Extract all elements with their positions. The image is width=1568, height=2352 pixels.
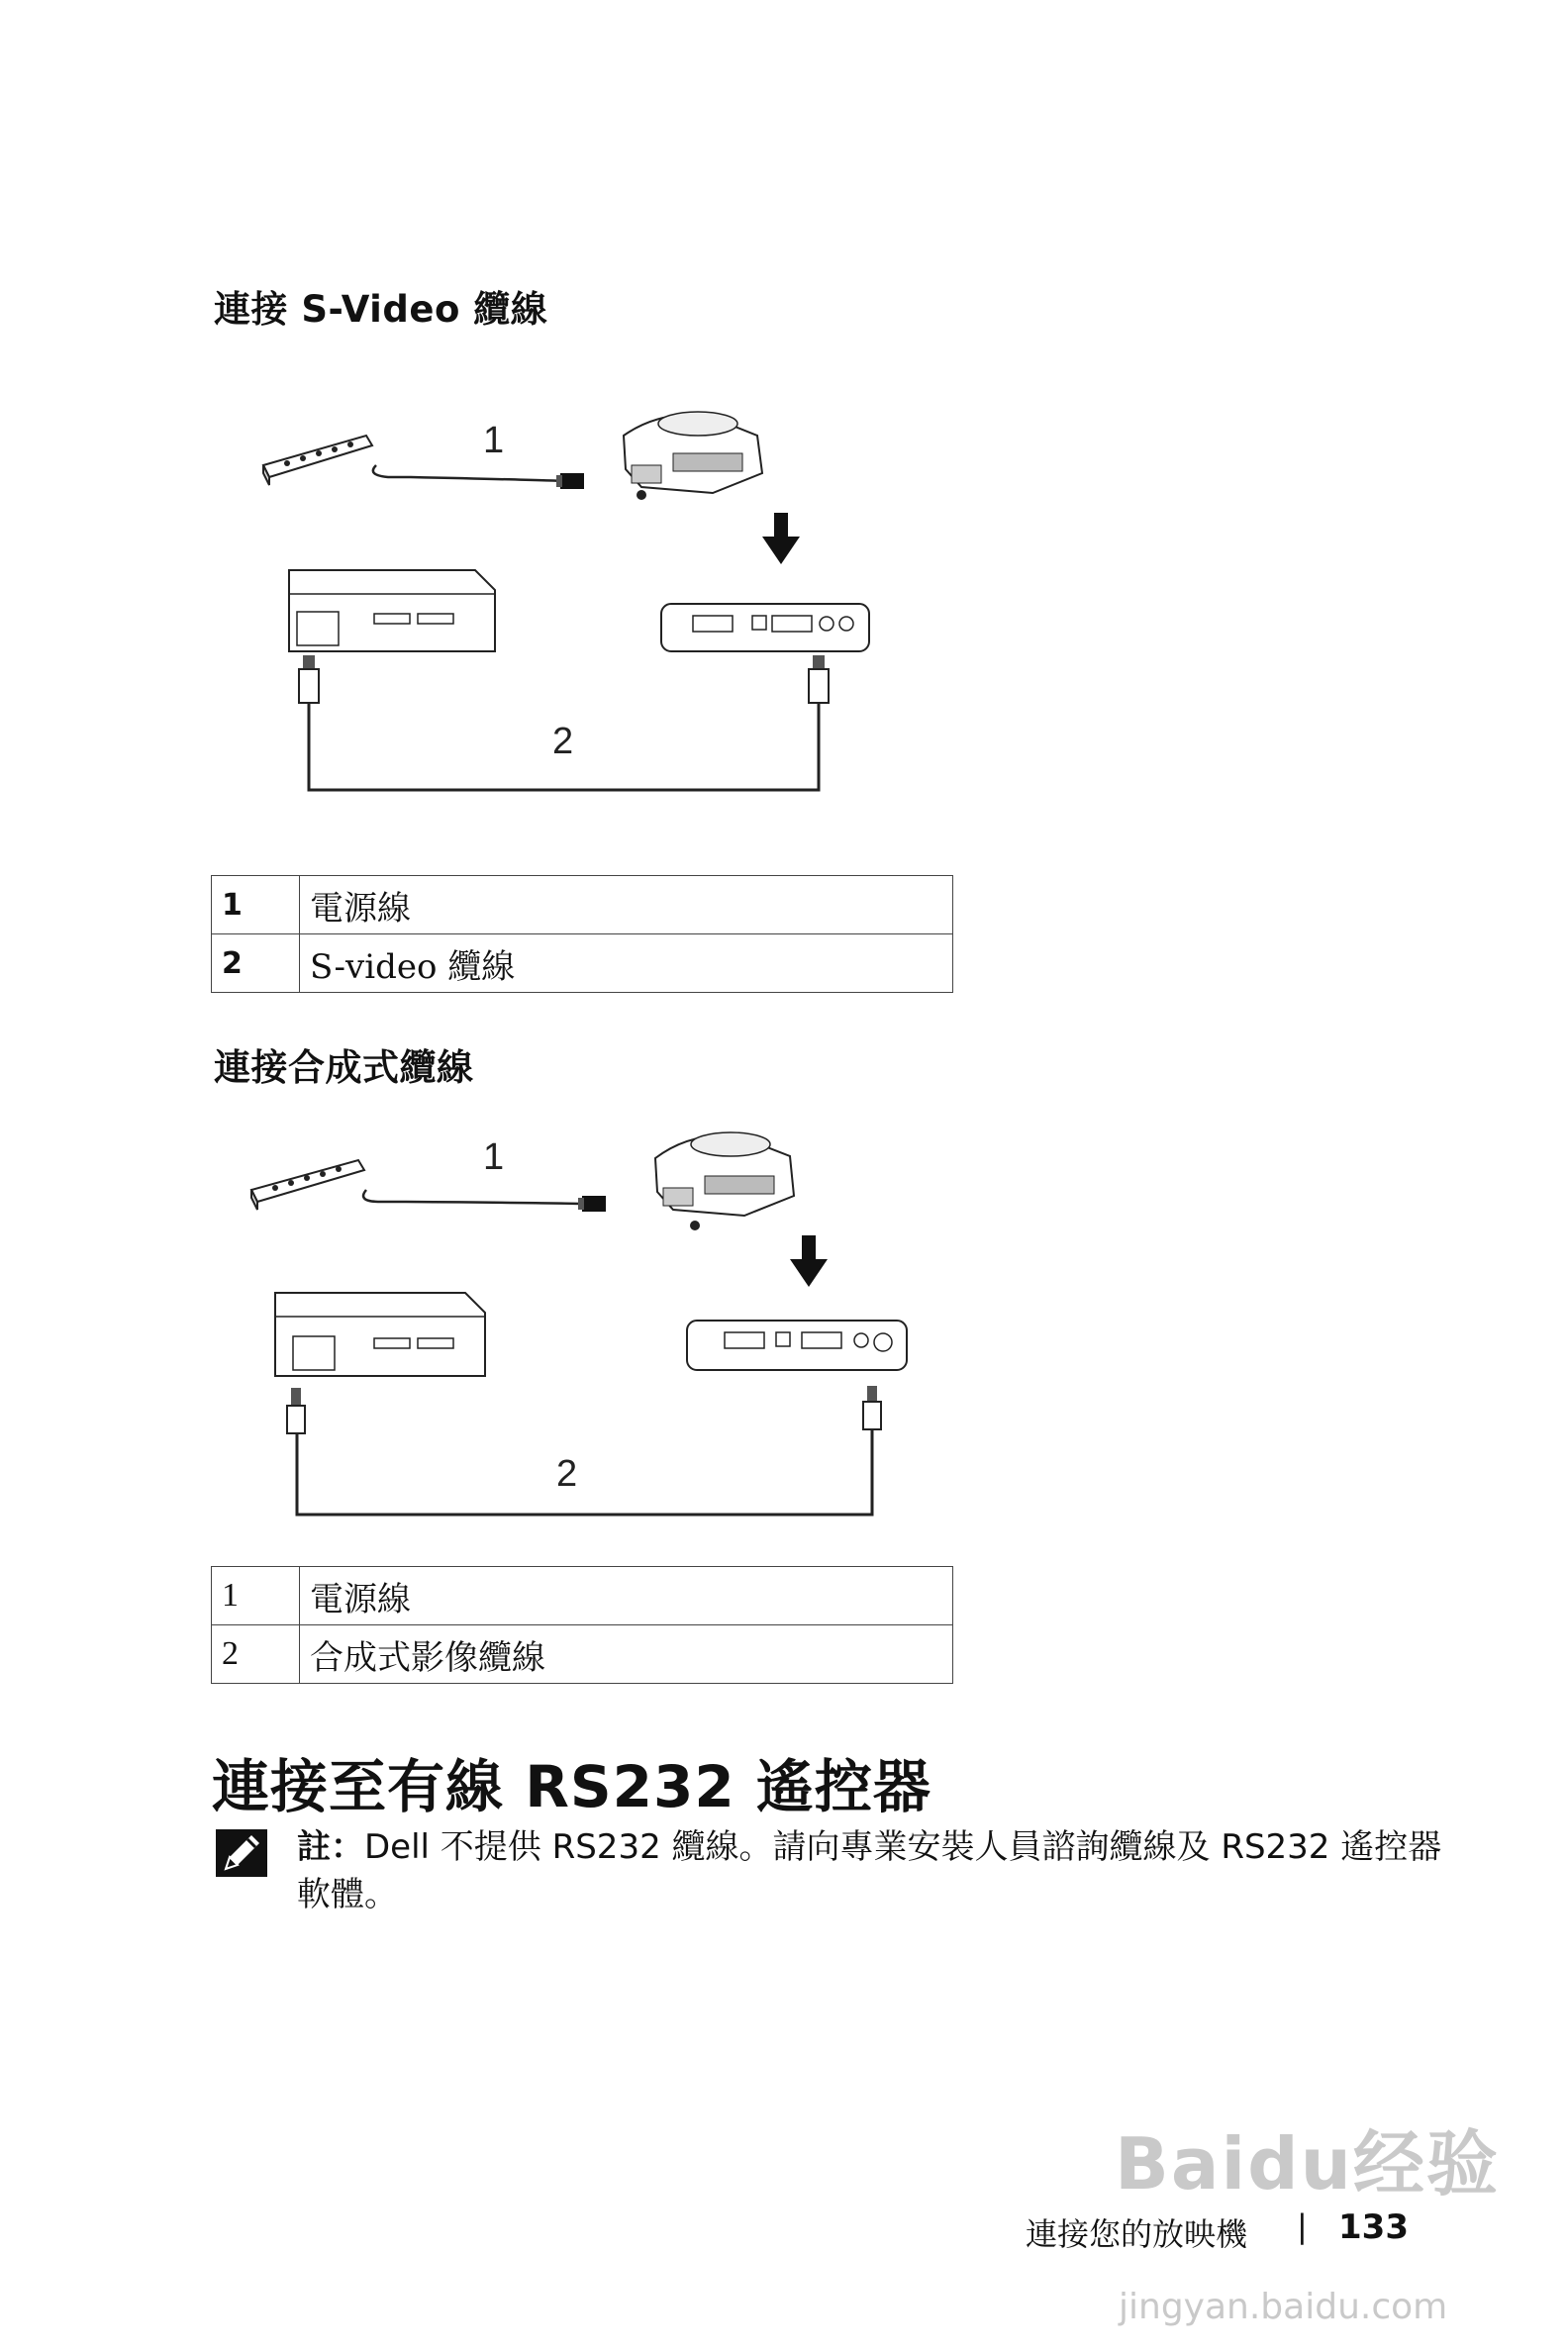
table-row (212, 876, 953, 934)
pencil-note-icon (216, 1829, 267, 1877)
watermark-brand: Baidu经验 (1115, 2122, 1500, 2205)
legend-number: 2 (212, 1625, 300, 1684)
power-strip-icon (251, 1160, 364, 1210)
down-arrow-icon (762, 513, 800, 564)
note-paragraph (297, 1823, 1475, 1918)
table-row (212, 1625, 953, 1684)
projector-icon (624, 412, 762, 500)
section-heading-svideo: 連接 S-Video 纜線 (214, 288, 548, 331)
svideo-connection-diagram (247, 396, 901, 812)
footer-chapter-title: 連接您的放映機 (1026, 2215, 1248, 2253)
composite-connection-diagram (247, 1109, 921, 1534)
projector-back-panel-icon (661, 604, 869, 651)
legend-table-composite (211, 1566, 953, 1684)
note-label: 註： (297, 1827, 364, 1867)
power-cable (373, 465, 564, 481)
legend-description: S-video 纜線 (300, 934, 953, 993)
projector-back-panel-icon (687, 1321, 907, 1370)
legend-number: 1 (212, 876, 300, 934)
power-plug-icon (560, 473, 584, 489)
table-row (212, 1567, 953, 1625)
legend-table-svideo (211, 875, 953, 993)
table-row (212, 934, 953, 993)
diagram-label-2: 2 (556, 1453, 578, 1495)
footer-separator: | (1297, 2207, 1308, 2245)
projector-icon (655, 1132, 794, 1230)
legend-description: 合成式影像纜線 (300, 1625, 953, 1684)
composite-cable (287, 1386, 881, 1515)
power-cable (363, 1190, 584, 1204)
down-arrow-icon (790, 1235, 828, 1287)
diagram-label-2: 2 (552, 721, 574, 762)
diagram-label-1: 1 (483, 1136, 505, 1178)
legend-number: 2 (212, 934, 300, 993)
video-source-device-icon (275, 1293, 485, 1376)
watermark-url: jingyan.baidu.com (1119, 2287, 1448, 2327)
section-heading-rs232: 連接至有線 RS232 遙控器 (212, 1753, 931, 1820)
legend-description: 電源線 (300, 1567, 953, 1625)
video-source-device-icon (289, 570, 495, 651)
note-body: Dell 不提供 RS232 纜線。請向專業安裝人員諮詢纜線及 RS232 遙控器軟體。 (297, 1827, 1442, 1914)
page-number: 133 (1338, 2207, 1409, 2247)
legend-description: 電源線 (300, 876, 953, 934)
power-strip-icon (263, 436, 372, 485)
section-heading-composite: 連接合成式纜線 (214, 1046, 474, 1089)
diagram-label-1: 1 (483, 420, 505, 461)
legend-number: 1 (212, 1567, 300, 1625)
power-plug-icon (582, 1196, 606, 1212)
